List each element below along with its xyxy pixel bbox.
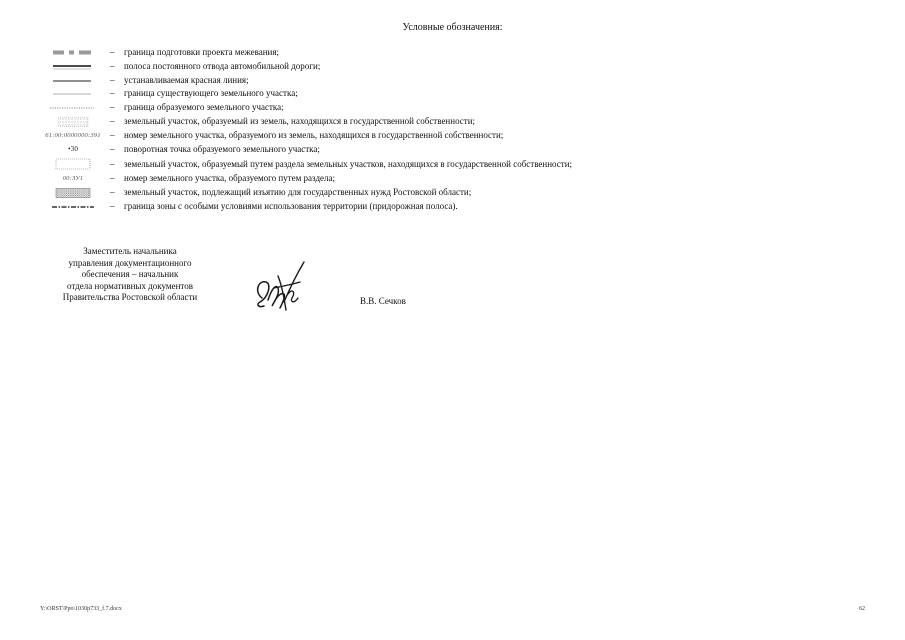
legend-dash: – [110,47,115,57]
new-parcel-line-icon [44,101,102,115]
position-line: управления документационного [68,257,192,268]
handwritten-signature [250,258,310,323]
seizure-parcel-hatch-icon [44,186,102,200]
road-strip-icon [44,60,102,74]
legend-item [44,101,864,115]
existing-parcel-line-icon [44,87,102,101]
legend-item [44,200,864,214]
legend-title: Условные обозначения: [402,22,503,33]
legend-text: граница образуемого земельного участка; [124,102,284,113]
state-parcel-hatch-icon [44,115,102,129]
legend-dash: – [110,129,115,140]
legend-item [44,172,864,186]
legend-dash: – [110,200,115,211]
legend-text: земельный участок, образуемый путем раздела земельных участков, находящихся в государственной собственности; [124,159,573,170]
special-zone-line-icon [44,200,102,214]
legend-item [44,46,864,60]
file-path: Y:\ORST\Ppo\1030p733_f.7.docx [40,606,122,612]
legend-text: земельный участок, подлежащий изъятию для государственных нужд Ростовской области; [124,187,472,198]
legend-text: поворотная точка образуемого земельного участка; [124,143,320,154]
parcel-number-sample: 61:00:0000000:391 [45,131,101,139]
legend-item [44,74,864,88]
signatory-position [40,246,220,304]
red-line-icon [44,74,102,88]
boundary-project-icon [44,46,102,60]
legend-text: граница зоны с особыми условиями использования территории (придорожная полоса). [124,200,458,211]
legend-item [44,87,864,101]
legend-text: граница существующего земельного участка; [124,88,298,99]
page-number: 62 [859,606,865,612]
legend-item [44,156,864,172]
split-parcel-icon [44,156,102,170]
position-line: Заместитель начальника [83,246,177,256]
legend-text: земельный участок, образуемый из земель, находящихся в государственной собственности; [124,115,476,126]
legend-item [44,60,864,74]
legend-text: граница подготовки проекта межевания; [124,47,280,57]
legend-item [44,129,864,143]
signer-name: В.В. Сечков [360,296,406,306]
position-line: отдела нормативных документов [67,280,193,291]
legend-dash: – [110,173,115,184]
legend-dash: – [110,159,115,170]
legend-dash: – [110,143,115,154]
legend-dash: – [110,102,115,113]
legend-item [44,143,864,157]
position-line: Правительства Ростовской области [62,292,198,303]
legend-text: номер земельного участка, образуемого из земель, находящихся в государственной собственности; [124,129,504,140]
legend-list [44,46,864,214]
position-line: обеспечения – начальник [81,269,179,280]
legend-text: устанавливаемая красная линия; [124,74,249,85]
legend-dash: – [110,187,115,198]
split-parcel-number-sample: 00:ЗУ1 [62,175,84,183]
legend-dash: – [110,88,115,99]
legend-dash: – [110,60,115,71]
legend-dash: – [110,74,115,85]
legend-dash: – [110,115,115,126]
legend-item [44,115,864,129]
legend-text: номер земельного участка, образуемого путем раздела; [124,173,335,184]
legend-item [44,186,864,200]
legend-text: полоса постоянного отвода автомобильной дороги; [124,60,321,71]
turning-point-sample: •30 [67,144,79,153]
